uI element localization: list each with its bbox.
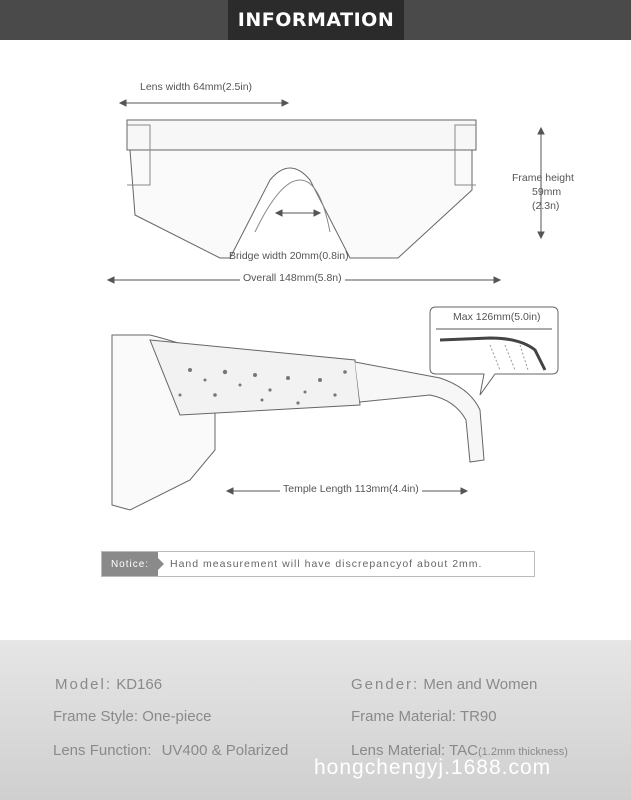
spec-gender-key: Gender: xyxy=(351,676,420,693)
frame-height-label-3: (2.3n) xyxy=(532,200,560,212)
arrowhead xyxy=(276,210,282,216)
arrowhead xyxy=(120,100,126,106)
spec-model xyxy=(55,676,162,693)
arrowhead xyxy=(282,100,288,106)
arrowhead xyxy=(538,128,544,134)
spec-lens-material-value: TAC xyxy=(449,742,479,759)
arrowhead xyxy=(538,232,544,238)
spec-lens-function xyxy=(53,742,288,759)
spec-lens-function-value: UV400 & Polarized xyxy=(161,742,289,759)
side-temple-front xyxy=(150,340,360,415)
max-label: Max 126mm(5.0in) xyxy=(453,311,541,323)
watermark: hongchengyj.1688.com xyxy=(314,756,552,779)
spec-frame-material xyxy=(351,708,497,725)
front-view xyxy=(127,120,476,258)
spec-model-key: Model: xyxy=(55,676,113,693)
front-lens xyxy=(130,150,472,258)
spec-frame-style xyxy=(53,708,211,725)
arrowhead xyxy=(227,488,233,494)
temple-length-label: Temple Length 113mm(4.4in) xyxy=(280,483,422,495)
spec-lens-material-note: (1.2mm thickness) xyxy=(478,746,568,758)
side-temple-arm xyxy=(355,362,484,462)
spec-lens-function-key: Lens Function: xyxy=(53,742,152,759)
spec-frame-style-value: One-piece xyxy=(142,708,212,725)
arrowhead xyxy=(314,210,320,216)
arrowhead xyxy=(461,488,467,494)
spec-gender xyxy=(351,676,537,693)
arrowhead xyxy=(108,277,114,283)
notice-box xyxy=(101,551,535,577)
notice-tag: Notice: xyxy=(102,552,158,576)
spec-frame-style-key: Frame Style: xyxy=(53,708,139,725)
spec-frame-material-key: Frame Material: xyxy=(351,708,457,725)
bridge-width-label: Bridge width 20mm(0.8in) xyxy=(229,250,349,262)
frame-height-label-1: Frame height xyxy=(512,172,574,184)
overall-label: Overall 148mm(5.8n) xyxy=(240,272,345,284)
spec-lens-material-key: Lens Material: xyxy=(351,742,446,759)
spec-frame-material-value: TR90 xyxy=(459,708,497,725)
lens-width-label: Lens width 64mm(2.5in) xyxy=(140,81,253,93)
spec-model-value: KD166 xyxy=(116,676,163,693)
arrowhead xyxy=(494,277,500,283)
page-title: INFORMATION xyxy=(228,0,404,40)
spec-gender-value: Men and Women xyxy=(423,676,538,693)
front-frame-top xyxy=(127,120,476,150)
frame-height-label-2: 59mm xyxy=(532,186,562,198)
notice-text: Hand measurement will have discrepancyof about 2mm. xyxy=(170,558,483,570)
